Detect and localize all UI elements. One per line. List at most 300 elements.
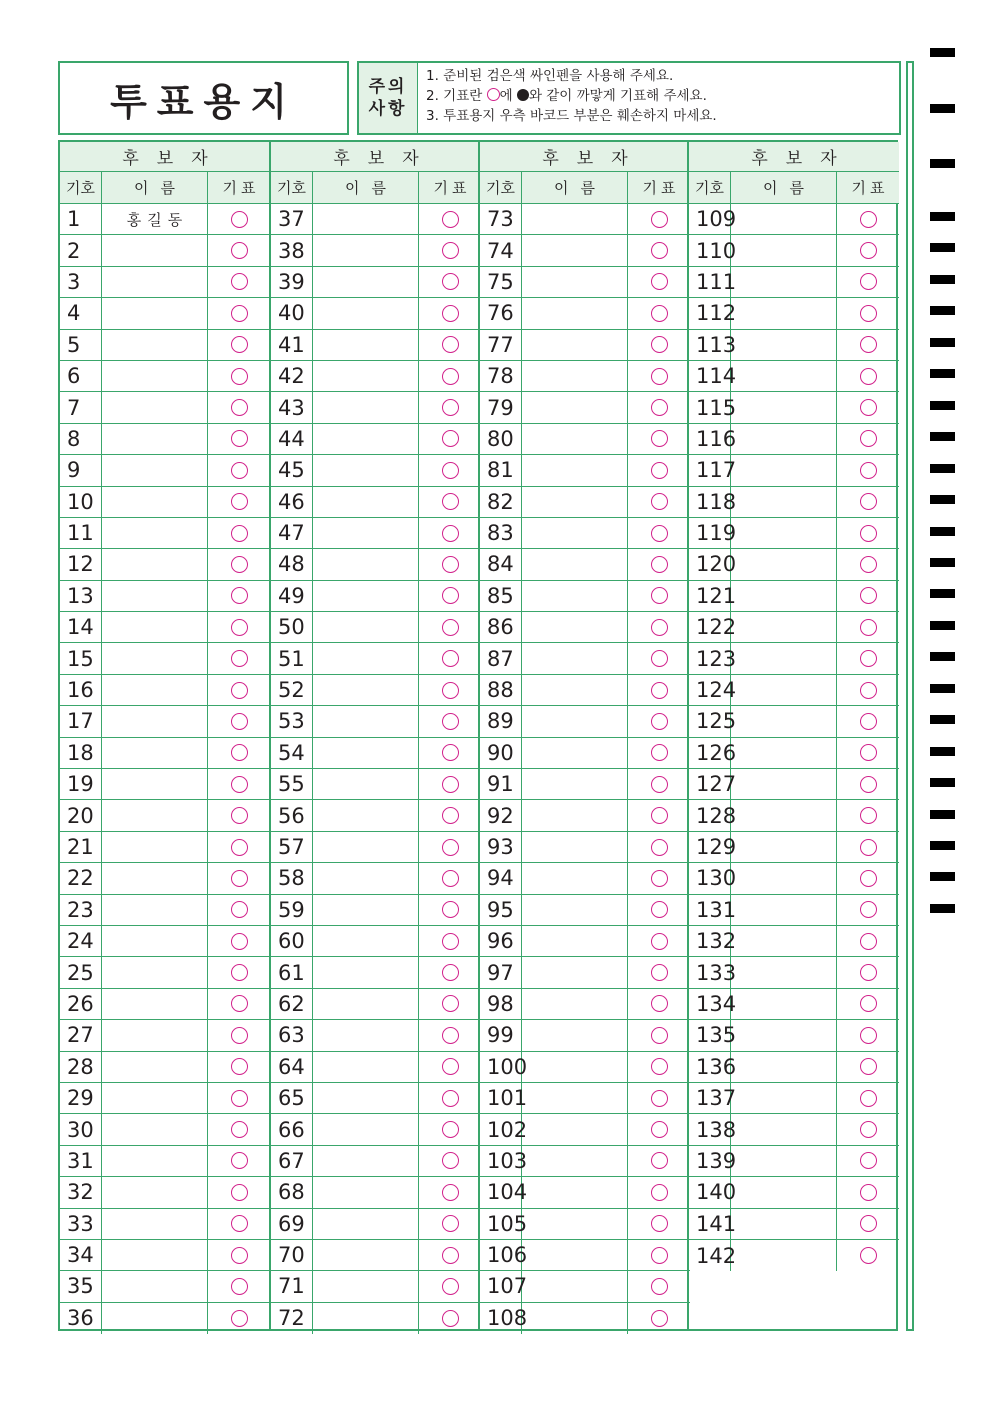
candidate-row bbox=[480, 926, 690, 957]
vote-oval[interactable] bbox=[231, 430, 248, 447]
candidate-number: 131 bbox=[689, 895, 731, 925]
vote-oval[interactable] bbox=[860, 901, 877, 918]
vote-oval[interactable] bbox=[442, 368, 459, 385]
vote-oval[interactable] bbox=[651, 995, 668, 1012]
vote-cell bbox=[837, 267, 899, 297]
vote-oval[interactable] bbox=[651, 462, 668, 479]
vote-oval[interactable] bbox=[231, 870, 248, 887]
name-header: 이름 bbox=[313, 172, 419, 203]
vote-oval[interactable] bbox=[231, 1090, 248, 1107]
vote-oval[interactable] bbox=[860, 556, 877, 573]
vote-oval[interactable] bbox=[442, 1090, 459, 1107]
vote-oval[interactable] bbox=[651, 1152, 668, 1169]
vote-cell bbox=[208, 361, 270, 391]
notice-line-2 bbox=[426, 86, 717, 106]
candidate-name bbox=[522, 895, 628, 925]
vote-oval[interactable] bbox=[231, 273, 248, 290]
number-header: 기호 bbox=[689, 172, 731, 203]
vote-cell bbox=[628, 1209, 690, 1239]
candidate-row bbox=[60, 612, 270, 643]
vote-cell bbox=[837, 863, 899, 893]
vote-oval[interactable] bbox=[442, 901, 459, 918]
vote-oval[interactable] bbox=[231, 1058, 248, 1075]
vote-oval[interactable] bbox=[231, 964, 248, 981]
vote-oval[interactable] bbox=[231, 619, 248, 636]
candidate-row bbox=[60, 487, 270, 518]
vote-oval[interactable] bbox=[651, 493, 668, 510]
candidate-row bbox=[480, 1209, 690, 1240]
candidate-row bbox=[480, 424, 690, 455]
vote-cell bbox=[208, 926, 270, 956]
vote-oval[interactable] bbox=[860, 650, 877, 667]
vote-cell bbox=[628, 204, 690, 234]
vote-oval[interactable] bbox=[442, 587, 459, 604]
vote-cell bbox=[628, 643, 690, 673]
vote-oval[interactable] bbox=[231, 1152, 248, 1169]
notice-box bbox=[357, 61, 901, 135]
candidate-number: 59 bbox=[271, 895, 313, 925]
vote-cell bbox=[837, 706, 899, 736]
timing-mark bbox=[930, 747, 955, 756]
candidate-row bbox=[60, 267, 270, 298]
vote-oval[interactable] bbox=[860, 399, 877, 416]
vote-oval[interactable] bbox=[442, 1058, 459, 1075]
vote-oval[interactable] bbox=[442, 336, 459, 353]
vote-oval[interactable] bbox=[231, 807, 248, 824]
vote-oval[interactable] bbox=[231, 1184, 248, 1201]
vote-cell bbox=[837, 235, 899, 265]
candidate-name bbox=[313, 455, 419, 485]
candidate-number: 91 bbox=[480, 769, 522, 799]
candidate-row bbox=[689, 581, 899, 612]
vote-oval[interactable] bbox=[442, 1152, 459, 1169]
vote-oval[interactable] bbox=[860, 1090, 877, 1107]
candidate-row bbox=[60, 832, 270, 863]
vote-oval[interactable] bbox=[231, 933, 248, 950]
candidate-number: 122 bbox=[689, 612, 731, 642]
vote-oval[interactable] bbox=[231, 242, 248, 259]
vote-oval[interactable] bbox=[860, 839, 877, 856]
vote-oval[interactable] bbox=[442, 713, 459, 730]
candidate-number: 65 bbox=[271, 1083, 313, 1113]
vote-oval[interactable] bbox=[231, 399, 248, 416]
candidate-name bbox=[522, 1083, 628, 1113]
candidate-number: 8 bbox=[60, 424, 102, 454]
vote-oval[interactable] bbox=[231, 1027, 248, 1044]
vote-oval[interactable] bbox=[442, 211, 459, 228]
candidate-row bbox=[689, 455, 899, 486]
candidate-row bbox=[271, 1303, 481, 1334]
vote-oval[interactable] bbox=[860, 587, 877, 604]
vote-oval[interactable] bbox=[442, 650, 459, 667]
vote-oval[interactable] bbox=[860, 462, 877, 479]
vote-cell bbox=[837, 957, 899, 987]
vote-cell bbox=[419, 1083, 481, 1113]
vote-oval[interactable] bbox=[442, 619, 459, 636]
vote-oval[interactable] bbox=[651, 1310, 668, 1327]
candidate-name bbox=[731, 581, 837, 611]
candidate-name bbox=[313, 298, 419, 328]
candidate-column bbox=[687, 142, 899, 1329]
vote-oval[interactable] bbox=[231, 839, 248, 856]
vote-oval[interactable] bbox=[651, 1247, 668, 1264]
vote-oval[interactable] bbox=[651, 744, 668, 761]
candidate-number: 33 bbox=[60, 1209, 102, 1239]
candidate-row bbox=[271, 361, 481, 392]
candidate-row bbox=[689, 549, 899, 580]
candidate-number: 94 bbox=[480, 863, 522, 893]
vote-cell bbox=[837, 1146, 899, 1176]
vote-oval[interactable] bbox=[231, 713, 248, 730]
candidate-name bbox=[731, 1114, 837, 1144]
vote-oval[interactable] bbox=[442, 964, 459, 981]
vote-oval[interactable] bbox=[231, 995, 248, 1012]
vote-oval[interactable] bbox=[442, 462, 459, 479]
vote-oval[interactable] bbox=[651, 430, 668, 447]
vote-oval[interactable] bbox=[860, 807, 877, 824]
candidate-row bbox=[271, 643, 481, 674]
vote-oval[interactable] bbox=[651, 1121, 668, 1138]
vote-oval[interactable] bbox=[442, 682, 459, 699]
vote-oval[interactable] bbox=[231, 776, 248, 793]
column-header: 후보자 bbox=[60, 142, 270, 172]
vote-oval[interactable] bbox=[442, 995, 459, 1012]
vote-oval[interactable] bbox=[860, 744, 877, 761]
candidate-name bbox=[102, 518, 208, 548]
candidate-number: 36 bbox=[60, 1303, 102, 1334]
candidate-number: 41 bbox=[271, 330, 313, 360]
candidate-number: 52 bbox=[271, 675, 313, 705]
vote-oval[interactable] bbox=[442, 430, 459, 447]
candidate-number: 142 bbox=[689, 1240, 731, 1271]
candidate-row bbox=[480, 235, 690, 266]
vote-oval[interactable] bbox=[442, 1247, 459, 1264]
candidate-row bbox=[689, 1052, 899, 1083]
vote-oval[interactable] bbox=[442, 399, 459, 416]
vote-cell bbox=[628, 1052, 690, 1082]
vote-oval[interactable] bbox=[651, 242, 668, 259]
vote-oval[interactable] bbox=[442, 744, 459, 761]
vote-cell bbox=[419, 926, 481, 956]
vote-oval[interactable] bbox=[231, 1310, 248, 1327]
vote-cell bbox=[208, 267, 270, 297]
candidate-row bbox=[480, 1083, 690, 1114]
column-header: 후보자 bbox=[480, 142, 690, 172]
vote-oval[interactable] bbox=[651, 211, 668, 228]
candidate-number: 98 bbox=[480, 989, 522, 1019]
vote-oval[interactable] bbox=[231, 650, 248, 667]
candidate-row bbox=[480, 832, 690, 863]
vote-oval[interactable] bbox=[651, 650, 668, 667]
candidate-name bbox=[313, 1303, 419, 1334]
candidate-name bbox=[102, 455, 208, 485]
notice-label-line1: 주의 bbox=[368, 77, 408, 97]
vote-cell bbox=[208, 1146, 270, 1176]
candidate-number: 64 bbox=[271, 1052, 313, 1082]
candidate-row bbox=[480, 1052, 690, 1083]
candidate-number: 105 bbox=[480, 1209, 522, 1239]
vote-cell bbox=[208, 1271, 270, 1301]
candidate-name bbox=[313, 926, 419, 956]
candidate-row bbox=[60, 800, 270, 831]
vote-cell bbox=[628, 235, 690, 265]
candidate-number: 30 bbox=[60, 1114, 102, 1144]
candidate-number: 61 bbox=[271, 957, 313, 987]
vote-oval[interactable] bbox=[231, 493, 248, 510]
vote-oval[interactable] bbox=[651, 1215, 668, 1232]
vote-oval[interactable] bbox=[442, 242, 459, 259]
vote-oval[interactable] bbox=[442, 493, 459, 510]
candidate-row bbox=[60, 330, 270, 361]
candidate-row bbox=[689, 267, 899, 298]
vote-cell bbox=[419, 1052, 481, 1082]
vote-cell bbox=[208, 424, 270, 454]
timing-mark bbox=[930, 904, 955, 913]
vote-oval[interactable] bbox=[231, 1278, 248, 1295]
vote-oval[interactable] bbox=[442, 1310, 459, 1327]
candidate-number: 115 bbox=[689, 392, 731, 422]
candidate-number: 124 bbox=[689, 675, 731, 705]
candidate-row bbox=[271, 957, 481, 988]
vote-oval[interactable] bbox=[442, 305, 459, 322]
timing-mark bbox=[930, 652, 955, 661]
candidate-name bbox=[313, 1083, 419, 1113]
candidate-name bbox=[102, 863, 208, 893]
vote-oval[interactable] bbox=[860, 211, 877, 228]
vote-oval[interactable] bbox=[651, 964, 668, 981]
vote-oval[interactable] bbox=[651, 1090, 668, 1107]
candidate-row bbox=[271, 1209, 481, 1240]
vote-oval[interactable] bbox=[442, 870, 459, 887]
vote-oval[interactable] bbox=[231, 744, 248, 761]
candidate-row bbox=[689, 706, 899, 737]
vote-cell bbox=[628, 1177, 690, 1207]
vote-cell bbox=[208, 1114, 270, 1144]
candidate-name bbox=[731, 392, 837, 422]
candidate-name bbox=[731, 1240, 837, 1271]
vote-cell bbox=[419, 549, 481, 579]
candidate-name bbox=[313, 1114, 419, 1144]
vote-oval[interactable] bbox=[860, 430, 877, 447]
vote-oval[interactable] bbox=[651, 682, 668, 699]
candidate-row bbox=[480, 487, 690, 518]
vote-oval[interactable] bbox=[651, 1027, 668, 1044]
vote-header: 기표 bbox=[222, 179, 260, 197]
candidate-name bbox=[731, 738, 837, 768]
vote-oval[interactable] bbox=[860, 305, 877, 322]
vote-oval[interactable] bbox=[231, 305, 248, 322]
vote-oval[interactable] bbox=[860, 713, 877, 730]
vote-oval[interactable] bbox=[231, 1247, 248, 1264]
vote-oval[interactable] bbox=[651, 619, 668, 636]
vote-oval[interactable] bbox=[651, 807, 668, 824]
candidate-name bbox=[313, 235, 419, 265]
vote-oval[interactable] bbox=[231, 368, 248, 385]
candidate-row bbox=[60, 957, 270, 988]
candidate-row bbox=[60, 361, 270, 392]
vote-oval[interactable] bbox=[860, 1247, 877, 1264]
candidate-row bbox=[60, 1114, 270, 1145]
candidate-name bbox=[522, 643, 628, 673]
vote-oval[interactable] bbox=[651, 1058, 668, 1075]
timing-mark bbox=[930, 872, 955, 881]
candidate-row bbox=[271, 832, 481, 863]
candidate-row bbox=[689, 1146, 899, 1177]
vote-cell bbox=[628, 1271, 690, 1301]
vote-oval[interactable] bbox=[651, 399, 668, 416]
candidate-name bbox=[731, 1146, 837, 1176]
candidate-number: 79 bbox=[480, 392, 522, 422]
vote-oval[interactable] bbox=[860, 776, 877, 793]
vote-oval[interactable] bbox=[651, 305, 668, 322]
candidate-row bbox=[60, 738, 270, 769]
vote-oval[interactable] bbox=[651, 1184, 668, 1201]
vote-oval[interactable] bbox=[231, 1215, 248, 1232]
candidate-number: 126 bbox=[689, 738, 731, 768]
vote-oval[interactable] bbox=[231, 1121, 248, 1138]
vote-oval[interactable] bbox=[860, 1058, 877, 1075]
candidate-row bbox=[271, 581, 481, 612]
candidate-number: 69 bbox=[271, 1209, 313, 1239]
vote-oval[interactable] bbox=[231, 336, 248, 353]
vote-oval[interactable] bbox=[860, 964, 877, 981]
vote-oval[interactable] bbox=[651, 901, 668, 918]
candidate-name bbox=[313, 989, 419, 1019]
vote-oval[interactable] bbox=[860, 1027, 877, 1044]
candidate-number: 67 bbox=[271, 1146, 313, 1176]
vote-oval[interactable] bbox=[231, 462, 248, 479]
candidate-name bbox=[522, 1114, 628, 1144]
vote-oval[interactable] bbox=[860, 242, 877, 259]
candidate-name bbox=[102, 1303, 208, 1334]
candidate-name bbox=[731, 330, 837, 360]
vote-cell bbox=[837, 738, 899, 768]
vote-cell bbox=[208, 518, 270, 548]
vote-oval[interactable] bbox=[231, 211, 248, 228]
vote-oval[interactable] bbox=[442, 556, 459, 573]
vote-oval[interactable] bbox=[442, 1278, 459, 1295]
vote-oval[interactable] bbox=[651, 933, 668, 950]
vote-oval[interactable] bbox=[651, 776, 668, 793]
candidate-number: 71 bbox=[271, 1271, 313, 1301]
candidate-name bbox=[731, 235, 837, 265]
candidate-number: 5 bbox=[60, 330, 102, 360]
candidate-number: 106 bbox=[480, 1240, 522, 1270]
candidate-name bbox=[731, 361, 837, 391]
vote-oval[interactable] bbox=[231, 682, 248, 699]
vote-oval[interactable] bbox=[651, 273, 668, 290]
timing-mark bbox=[930, 104, 955, 113]
vote-oval[interactable] bbox=[442, 1184, 459, 1201]
candidate-row bbox=[271, 392, 481, 423]
vote-oval[interactable] bbox=[651, 556, 668, 573]
vote-oval[interactable] bbox=[651, 525, 668, 542]
vote-oval[interactable] bbox=[651, 336, 668, 353]
candidate-row bbox=[271, 926, 481, 957]
vote-oval[interactable] bbox=[860, 1152, 877, 1169]
vote-oval[interactable] bbox=[651, 1278, 668, 1295]
candidate-name bbox=[102, 643, 208, 673]
vote-oval[interactable] bbox=[860, 273, 877, 290]
candidate-name bbox=[522, 361, 628, 391]
sub-header-row bbox=[271, 172, 481, 204]
vote-cell bbox=[419, 957, 481, 987]
vote-cell bbox=[628, 706, 690, 736]
candidate-row bbox=[689, 487, 899, 518]
vote-oval[interactable] bbox=[860, 1215, 877, 1232]
vote-oval[interactable] bbox=[651, 587, 668, 604]
candidate-name bbox=[313, 330, 419, 360]
vote-oval[interactable] bbox=[860, 933, 877, 950]
candidate-name bbox=[313, 832, 419, 862]
vote-oval[interactable] bbox=[442, 807, 459, 824]
vote-oval[interactable] bbox=[231, 587, 248, 604]
candidate-name bbox=[102, 549, 208, 579]
vote-oval[interactable] bbox=[231, 556, 248, 573]
candidate-row bbox=[689, 643, 899, 674]
candidate-name bbox=[102, 1114, 208, 1144]
vote-oval[interactable] bbox=[442, 1215, 459, 1232]
vote-oval[interactable] bbox=[860, 1121, 877, 1138]
vote-cell bbox=[837, 989, 899, 1019]
vote-oval[interactable] bbox=[860, 1184, 877, 1201]
vote-oval[interactable] bbox=[442, 273, 459, 290]
candidate-number: 76 bbox=[480, 298, 522, 328]
candidate-name bbox=[731, 612, 837, 642]
vote-oval[interactable] bbox=[860, 368, 877, 385]
vote-cell bbox=[419, 832, 481, 862]
vote-oval[interactable] bbox=[442, 776, 459, 793]
vote-oval[interactable] bbox=[651, 870, 668, 887]
timing-mark bbox=[930, 275, 955, 284]
vote-oval[interactable] bbox=[442, 525, 459, 542]
candidate-row bbox=[60, 392, 270, 423]
name-header: 이름 bbox=[522, 172, 628, 203]
vote-oval[interactable] bbox=[442, 1121, 459, 1138]
candidate-number: 102 bbox=[480, 1114, 522, 1144]
vote-oval[interactable] bbox=[860, 619, 877, 636]
vote-oval[interactable] bbox=[860, 870, 877, 887]
vote-oval[interactable] bbox=[442, 933, 459, 950]
vote-oval[interactable] bbox=[442, 1027, 459, 1044]
vote-oval[interactable] bbox=[651, 713, 668, 730]
candidate-row bbox=[60, 706, 270, 737]
candidate-number: 46 bbox=[271, 487, 313, 517]
candidate-name bbox=[731, 863, 837, 893]
vote-oval[interactable] bbox=[860, 336, 877, 353]
vote-oval[interactable] bbox=[442, 839, 459, 856]
candidate-number: 112 bbox=[689, 298, 731, 328]
candidate-number: 83 bbox=[480, 518, 522, 548]
vote-cell bbox=[208, 455, 270, 485]
vote-oval[interactable] bbox=[231, 525, 248, 542]
candidate-number: 103 bbox=[480, 1146, 522, 1176]
vote-oval[interactable] bbox=[651, 839, 668, 856]
candidate-name bbox=[731, 455, 837, 485]
vote-oval[interactable] bbox=[860, 493, 877, 510]
candidate-number: 24 bbox=[60, 926, 102, 956]
candidate-name bbox=[102, 706, 208, 736]
vote-oval[interactable] bbox=[860, 682, 877, 699]
vote-cell bbox=[837, 549, 899, 579]
vote-oval[interactable] bbox=[651, 368, 668, 385]
vote-oval[interactable] bbox=[860, 525, 877, 542]
vote-cell bbox=[419, 1271, 481, 1301]
candidate-number: 121 bbox=[689, 581, 731, 611]
vote-cell bbox=[419, 1020, 481, 1050]
vote-oval[interactable] bbox=[231, 901, 248, 918]
vote-oval[interactable] bbox=[860, 995, 877, 1012]
